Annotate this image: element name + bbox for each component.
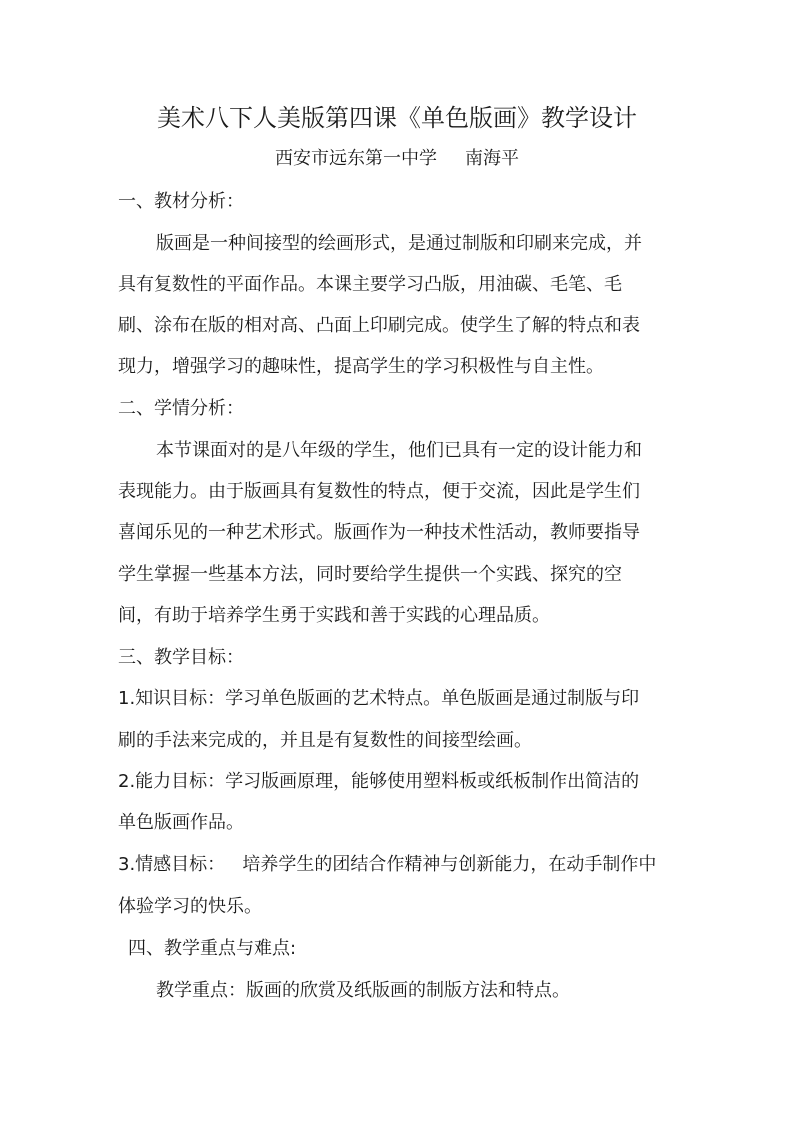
paragraph-line: 间，有助于培养学生勇于实践和善于实践的心理品质。: [118, 605, 550, 626]
paragraph-line: 表现能力。由于版画具有复数性的特点，便于交流，因此是学生们: [118, 481, 640, 502]
byline: [0, 147, 794, 171]
paragraph-line: 现力，增强学习的趣味性，提高学生的学习积极性与自主性。: [118, 356, 604, 377]
objective-line: 2.能力目标：学习版画原理，能够使用塑料板或纸板制作出简洁的: [118, 771, 640, 792]
paragraph-line: 教学重点：版画的欣赏及纸版画的制版方法和特点。: [156, 980, 570, 1001]
objective-line: 刷的手法来完成的，并且是有复数性的间接型绘画。: [118, 730, 532, 751]
objective-line: 体验学习的快乐。: [118, 896, 262, 917]
author-name: 南海平: [465, 148, 519, 169]
school-name: 西安市远东第一中学: [275, 148, 437, 169]
section-heading-key-points: 四、教学重点与难点:: [128, 938, 297, 959]
paragraph-line: 本节课面对的是八年级的学生，他们已具有一定的设计能力和: [156, 440, 642, 461]
section-heading-teaching-objectives: 三、教学目标：: [118, 647, 244, 668]
objective-line: 单色版画作品。: [118, 812, 244, 833]
objective-line: 1.知识目标：学习单色版画的艺术特点。单色版画是通过制版与印: [118, 688, 640, 709]
document-title: 美术八下人美版第四课《单色版画》教学设计: [157, 104, 637, 132]
paragraph-line: 喜闻乐见的一种艺术形式。版画作为一种技术性活动，教师要指导: [118, 522, 640, 543]
objective-line: 3.情感目标： 培养学生的团结合作精神与创新能力，在动手制作中: [118, 854, 657, 875]
paragraph-line: 具有复数性的平面作品。本课主要学习凸版，用油碳、毛笔、毛: [118, 274, 622, 295]
section-heading-textbook-analysis: 一、教材分析：: [118, 191, 244, 212]
paragraph-line: 学生掌握一些基本方法，同时要给学生提供一个实践、探究的空: [118, 564, 622, 585]
section-heading-learner-analysis: 二、学情分析：: [118, 398, 244, 419]
paragraph-line: 刷、涂布在版的相对高、凸面上印刷完成。使学生了解的特点和表: [118, 315, 640, 336]
paragraph-line: 版画是一种间接型的绘画形式，是通过制版和印刷来完成，并: [156, 233, 642, 254]
